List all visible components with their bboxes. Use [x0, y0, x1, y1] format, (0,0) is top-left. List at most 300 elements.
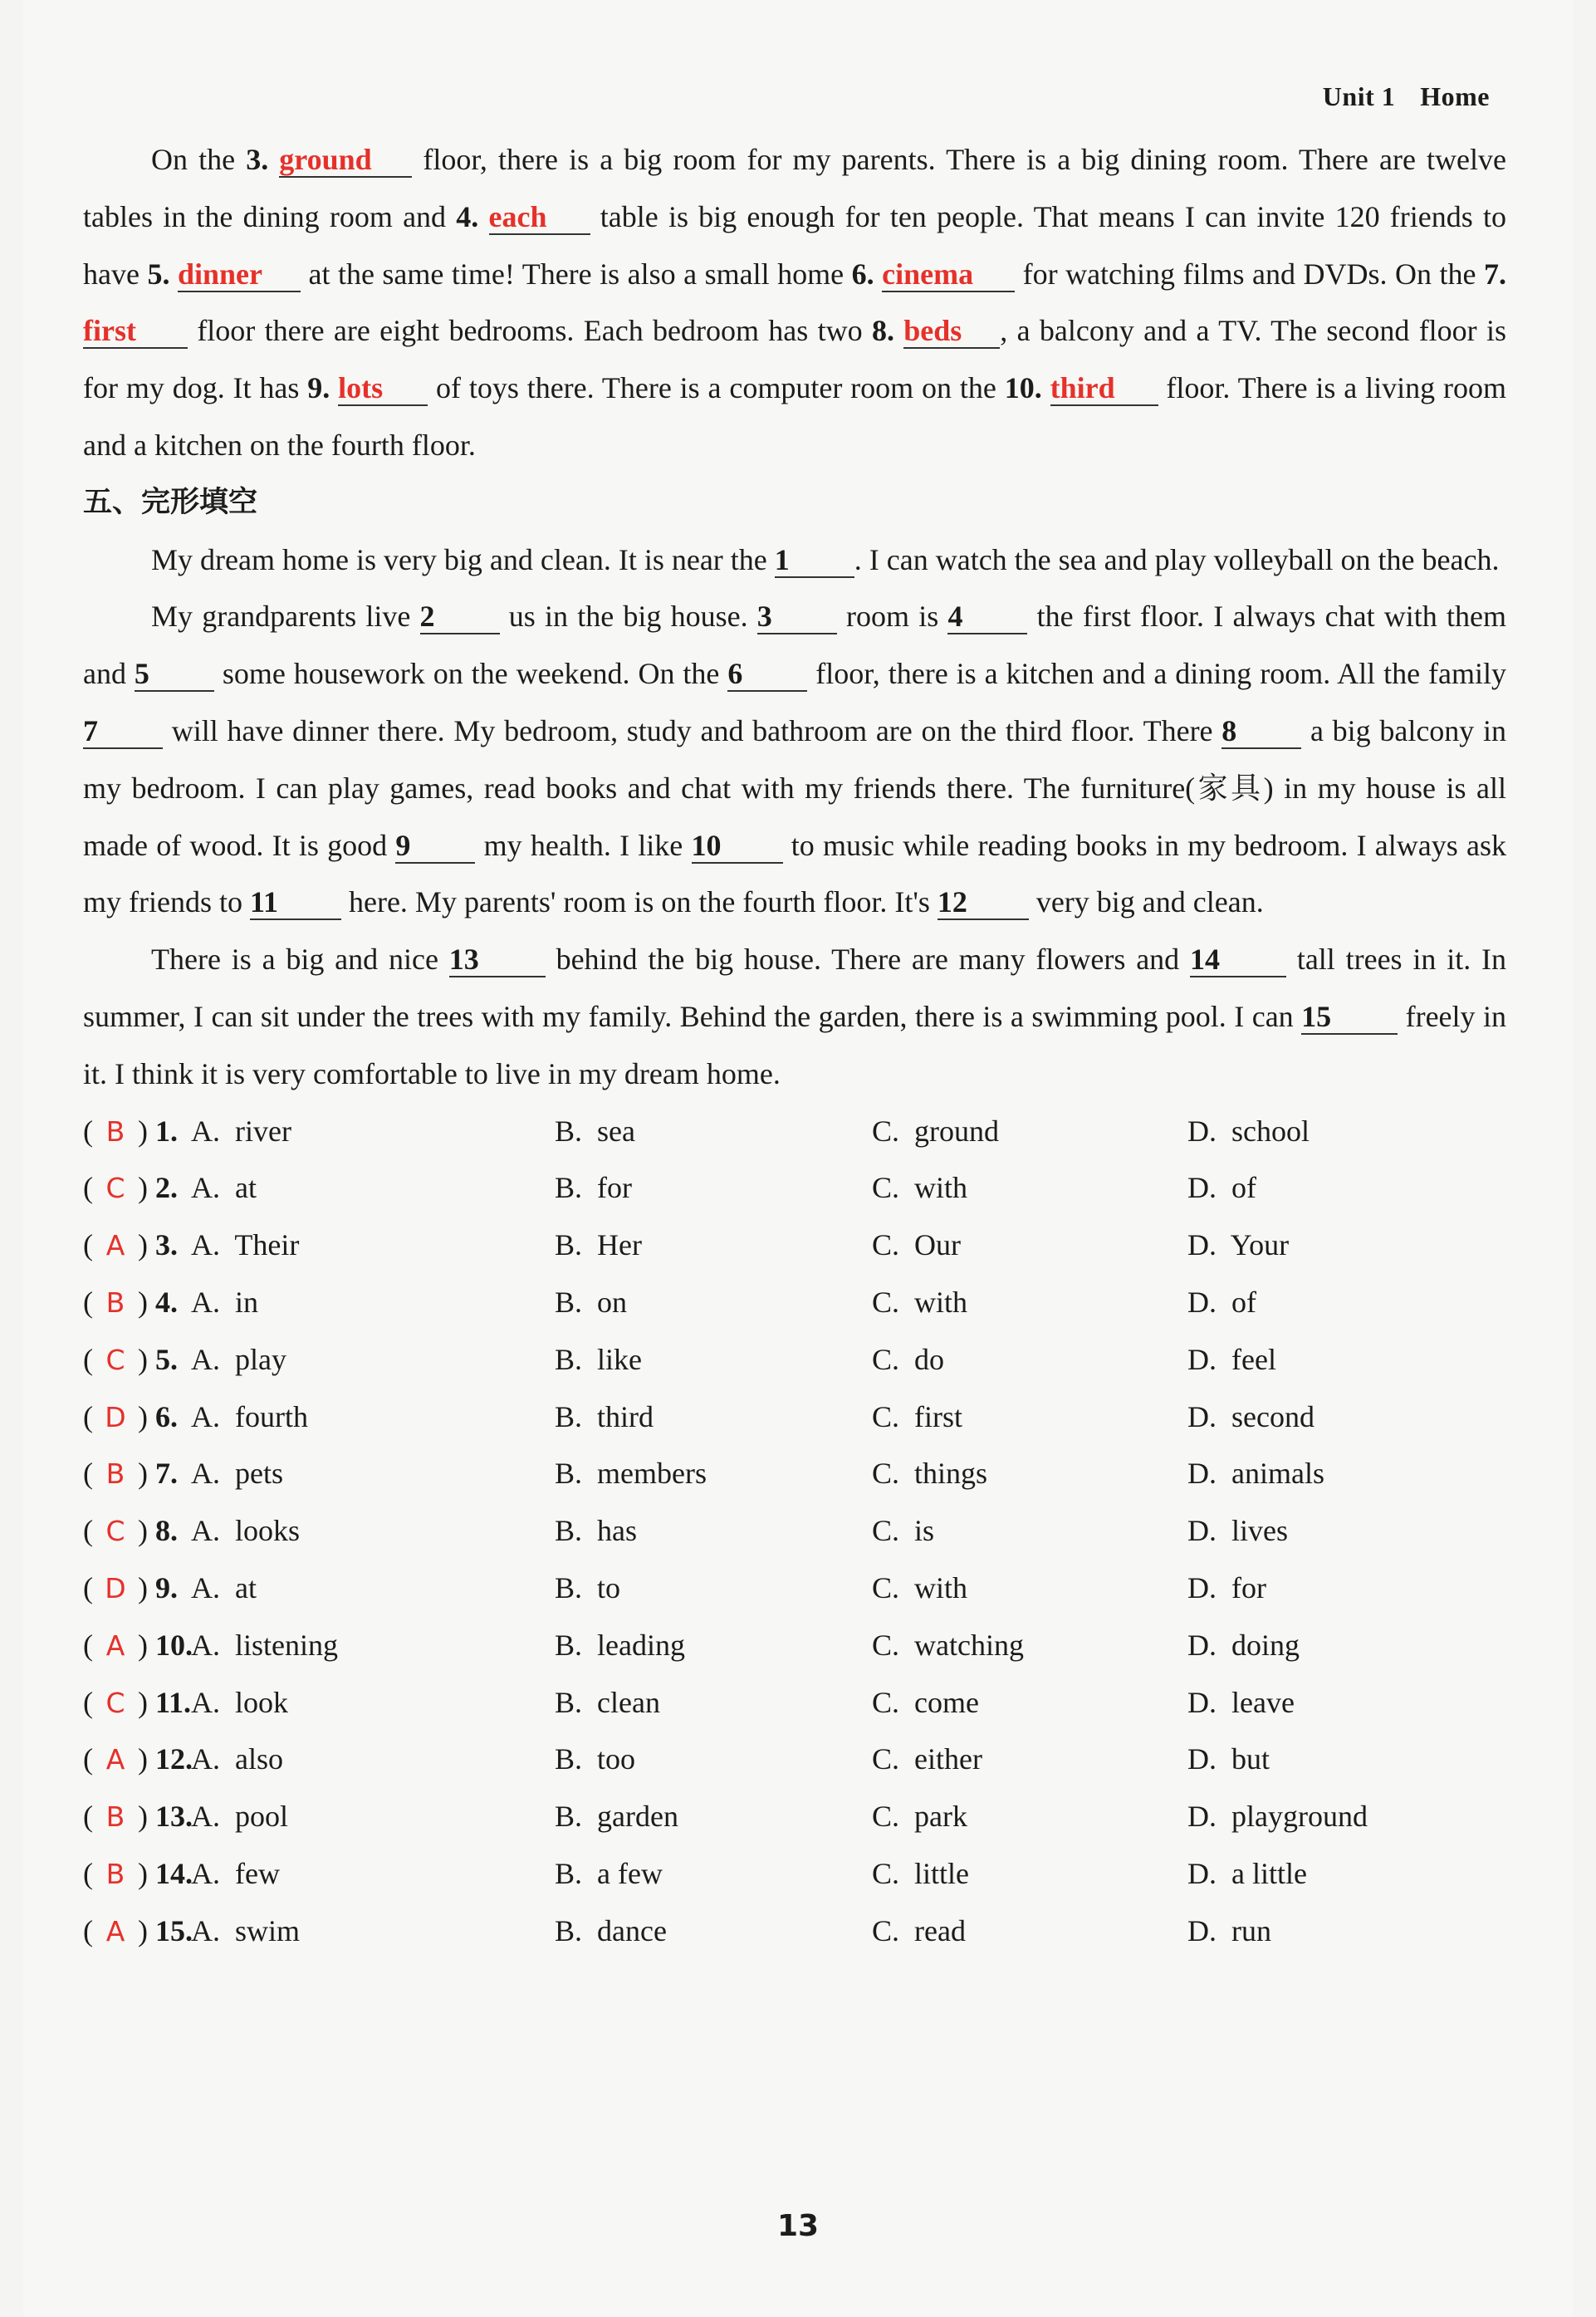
paren-close: ) — [138, 1171, 148, 1205]
option-c — [872, 1617, 1024, 1674]
option-text: members — [597, 1457, 707, 1491]
option-text: do — [914, 1342, 945, 1376]
filled-answer: beds — [903, 314, 962, 348]
selected-answer: A — [105, 1914, 125, 1947]
selected-answer: B — [105, 1286, 125, 1319]
blank-number: 11 — [249, 885, 278, 919]
question-number: 13. — [155, 1800, 193, 1834]
option-letter: D. — [1187, 1570, 1217, 1604]
option-text: leading — [597, 1628, 685, 1662]
paren-open: ( — [83, 1399, 93, 1433]
option-text: few — [235, 1856, 280, 1890]
paren-open: ( — [83, 1114, 93, 1148]
blank-number: 2 — [419, 600, 435, 634]
option-d — [1187, 1159, 1256, 1217]
answer-blank — [83, 314, 188, 349]
option-letter: A. — [191, 1685, 220, 1719]
option-letter: C. — [872, 1800, 900, 1834]
option-text: look — [235, 1685, 289, 1719]
text: at the same time! There is also a small home — [300, 257, 852, 291]
option-text: is — [914, 1514, 935, 1548]
option-letter: A. — [191, 1856, 220, 1890]
cloze-blank — [775, 543, 854, 578]
option-text: too — [597, 1742, 636, 1776]
paren-open: ( — [83, 1856, 93, 1890]
option-c — [872, 1560, 967, 1617]
option-letter: B. — [555, 1514, 583, 1548]
question-number: 6. — [851, 257, 874, 291]
option-letter: A. — [191, 1800, 220, 1834]
workbook-page — [23, 0, 1573, 2317]
text: my health. I like — [475, 828, 692, 862]
option-b — [555, 1731, 635, 1788]
cloze-blank — [250, 885, 341, 920]
question-number: 5. — [147, 257, 170, 291]
answer-blank — [882, 257, 1015, 292]
option-letter: D. — [1187, 1114, 1217, 1148]
answer-bracket — [83, 1103, 191, 1161]
paren-close: ) — [138, 1628, 148, 1662]
option-letter: A. — [191, 1913, 220, 1947]
option-b — [555, 1103, 635, 1160]
option-text: garden — [597, 1800, 678, 1834]
selected-answer: A — [105, 1629, 125, 1662]
paren-open: ( — [83, 1570, 93, 1604]
filled-answer: cinema — [882, 257, 974, 291]
option-letter: A. — [191, 1285, 220, 1319]
option-text: lives — [1231, 1514, 1288, 1548]
option-letter: C. — [872, 1171, 900, 1205]
option-text: with — [914, 1570, 968, 1604]
option-d — [1187, 1217, 1289, 1274]
option-letter: C. — [872, 1685, 900, 1719]
paren-close: ) — [138, 1457, 148, 1491]
option-letter: B. — [555, 1913, 583, 1947]
paren-open: ( — [83, 1457, 93, 1491]
selected-answer: A — [105, 1743, 125, 1776]
filled-answer: third — [1050, 371, 1115, 405]
option-a — [191, 1159, 257, 1217]
option-letter: D. — [1187, 1457, 1217, 1491]
option-b — [555, 1331, 642, 1389]
unit-title: Home — [1420, 81, 1490, 111]
option-letter: B. — [555, 1685, 583, 1719]
question-number: 8. — [871, 314, 894, 348]
text: for watching films and DVDs. On the — [1015, 257, 1484, 291]
option-d — [1187, 1845, 1307, 1903]
option-c — [872, 1217, 961, 1274]
text: table is big enough for ten people. That means I can invite 120 friends to have — [83, 199, 1506, 291]
option-letter: D. — [1187, 1342, 1217, 1376]
option-letter: B. — [555, 1457, 583, 1491]
answer-bracket — [83, 1788, 191, 1846]
text: a big balcony in my bedroom. I can play games, read books and chat with my friends there. The furniture(家具) in my house is all made of wood. It is good — [83, 713, 1506, 862]
cloze-blank — [449, 943, 546, 977]
answer-bracket — [83, 1903, 191, 1961]
option-text: school — [1231, 1114, 1310, 1148]
option-text: clean — [597, 1685, 660, 1719]
option-text: third — [597, 1399, 654, 1433]
paren-open: ( — [83, 1228, 93, 1262]
option-letter: D. — [1187, 1800, 1217, 1834]
question-row — [83, 1788, 1506, 1845]
option-text: watching — [914, 1628, 1024, 1662]
option-b — [555, 1389, 654, 1446]
option-text: doing — [1231, 1628, 1300, 1662]
filled-answer: lots — [338, 371, 384, 405]
cloze-blank — [135, 657, 214, 692]
option-c — [872, 1903, 966, 1960]
option-letter: A. — [191, 1228, 220, 1262]
option-a — [191, 1560, 257, 1617]
option-a — [191, 1445, 283, 1502]
blank-number: 3 — [756, 600, 772, 634]
option-text: read — [914, 1913, 966, 1947]
question-number: 3. — [155, 1228, 178, 1262]
option-b — [555, 1845, 663, 1903]
answer-bracket — [83, 1445, 191, 1503]
paren-close: ) — [138, 1913, 148, 1947]
cloze-blank — [692, 829, 783, 864]
option-text: pets — [235, 1457, 283, 1491]
option-a — [191, 1103, 291, 1160]
selected-answer: A — [105, 1229, 125, 1262]
paren-close: ) — [138, 1514, 148, 1548]
option-text: to — [597, 1570, 621, 1604]
option-letter: A. — [191, 1457, 220, 1491]
option-letter: C. — [872, 1285, 900, 1319]
answer-bracket — [83, 1217, 191, 1275]
answer-bracket — [83, 1674, 191, 1732]
option-letter: C. — [872, 1342, 900, 1376]
option-text: on — [597, 1285, 628, 1319]
answer-blank — [489, 200, 590, 235]
option-b — [555, 1617, 685, 1674]
option-letter: A. — [191, 1628, 220, 1662]
option-a — [191, 1731, 283, 1788]
option-d — [1187, 1560, 1266, 1617]
option-letter: C. — [872, 1514, 900, 1548]
option-letter: C. — [872, 1228, 900, 1262]
option-b — [555, 1560, 620, 1617]
option-letter: B. — [555, 1285, 583, 1319]
selected-answer: B — [105, 1457, 125, 1491]
option-text: dance — [597, 1913, 667, 1947]
option-letter: B. — [555, 1342, 583, 1376]
option-d — [1187, 1903, 1271, 1960]
paren-open: ( — [83, 1342, 93, 1376]
text: My grandparents live — [151, 600, 420, 634]
option-text: either — [914, 1742, 982, 1776]
option-c — [872, 1788, 967, 1845]
option-letter: B. — [555, 1856, 583, 1890]
option-letter: D. — [1187, 1171, 1217, 1205]
option-c — [872, 1274, 967, 1331]
question-row — [83, 1502, 1506, 1560]
blank-number: 6 — [727, 657, 743, 691]
option-letter: A. — [191, 1171, 220, 1205]
option-text: feel — [1231, 1342, 1276, 1376]
option-text: river — [235, 1114, 291, 1148]
option-b — [555, 1674, 660, 1732]
option-letter: B. — [555, 1742, 583, 1776]
option-d — [1187, 1445, 1324, 1502]
option-letter: D. — [1187, 1742, 1217, 1776]
text: floor, there is a kitchen and a dining room. All the family — [807, 657, 1506, 691]
paren-close: ) — [138, 1856, 148, 1890]
answer-bracket — [83, 1845, 191, 1903]
option-d — [1187, 1731, 1270, 1788]
option-text: with — [914, 1171, 968, 1205]
page-number: 13 — [776, 2209, 820, 2243]
text: to music while reading books in my bedroom. I always ask my friends to — [83, 828, 1507, 919]
unit-header — [1323, 81, 1490, 112]
option-text: has — [597, 1514, 638, 1548]
question-row — [83, 1389, 1506, 1446]
option-d — [1187, 1389, 1314, 1446]
option-a — [191, 1331, 286, 1389]
question-row — [83, 1445, 1506, 1502]
option-text: ground — [914, 1114, 1000, 1148]
blank-number: 1 — [774, 542, 790, 576]
paren-open: ( — [83, 1171, 93, 1205]
blank-number: 5 — [134, 657, 149, 691]
option-letter: D. — [1187, 1913, 1217, 1947]
option-letter: D. — [1187, 1628, 1217, 1662]
option-letter: D. — [1187, 1685, 1217, 1719]
option-letter: C. — [872, 1742, 900, 1776]
reading-paragraph — [83, 131, 1506, 474]
option-c — [872, 1845, 969, 1903]
paren-close: ) — [138, 1342, 148, 1376]
question-row — [83, 1159, 1506, 1217]
text: some housework on the weekend. On the — [213, 657, 728, 691]
option-text: play — [235, 1342, 286, 1376]
text: room is — [836, 600, 948, 634]
option-letter: C. — [872, 1570, 900, 1604]
selected-answer: C — [105, 1343, 125, 1376]
selected-answer: B — [105, 1857, 125, 1890]
blank-number: 15 — [1301, 999, 1332, 1033]
option-text: at — [235, 1570, 257, 1604]
question-number: 10. — [155, 1628, 193, 1662]
answer-blank — [338, 371, 428, 406]
option-text: playground — [1231, 1800, 1368, 1834]
answer-blank — [279, 143, 412, 178]
option-text: for — [1231, 1570, 1266, 1604]
option-a — [191, 1845, 280, 1903]
option-b — [555, 1502, 637, 1560]
option-letter: D. — [1187, 1514, 1217, 1548]
option-letter: B. — [555, 1171, 583, 1205]
option-b — [555, 1445, 707, 1502]
option-text: fourth — [235, 1399, 308, 1433]
option-text: Her — [597, 1228, 642, 1262]
option-letter: A. — [191, 1114, 220, 1148]
option-letter: C. — [872, 1856, 900, 1890]
paren-open: ( — [83, 1913, 93, 1947]
filled-answer: dinner — [177, 257, 262, 291]
option-a — [191, 1502, 300, 1560]
question-number: 9. — [155, 1570, 178, 1604]
option-d — [1187, 1617, 1300, 1674]
question-number: 4. — [456, 199, 479, 233]
option-c — [872, 1331, 944, 1389]
cloze-paragraph — [83, 931, 1506, 1102]
option-letter: C. — [872, 1114, 900, 1148]
page-content — [83, 131, 1506, 1960]
question-row — [83, 1617, 1506, 1674]
paren-open: ( — [83, 1514, 93, 1548]
question-number: 6. — [155, 1399, 178, 1433]
option-text: leave — [1231, 1685, 1295, 1719]
option-letter: C. — [872, 1457, 900, 1491]
question-row — [83, 1731, 1506, 1788]
paren-close: ) — [138, 1685, 148, 1719]
option-text: Their — [234, 1228, 300, 1262]
text: On the — [151, 143, 247, 176]
blank-number: 12 — [937, 885, 967, 919]
text: , a balcony and a TV. The second floor is for my dog. It has — [83, 314, 1507, 405]
blank-number: 8 — [1221, 713, 1237, 747]
selected-answer: D — [105, 1400, 126, 1433]
option-letter: C. — [872, 1399, 900, 1433]
option-text: come — [914, 1685, 979, 1719]
question-number: 8. — [155, 1514, 178, 1548]
option-text: second — [1231, 1399, 1314, 1433]
paren-close: ) — [138, 1285, 148, 1319]
question-number: 7. — [155, 1457, 178, 1491]
paren-open: ( — [83, 1285, 93, 1319]
cloze-blank — [947, 600, 1027, 634]
question-number: 9. — [307, 371, 330, 405]
paren-close: ) — [138, 1399, 148, 1433]
option-letter: C. — [872, 1628, 900, 1662]
option-c — [872, 1502, 934, 1560]
option-text: park — [914, 1800, 967, 1834]
option-text: a few — [597, 1856, 663, 1890]
option-letter: B. — [555, 1570, 583, 1604]
question-row — [83, 1217, 1506, 1274]
option-letter: A. — [191, 1570, 220, 1604]
question-number: 11. — [155, 1685, 192, 1719]
paren-open: ( — [83, 1742, 93, 1776]
text: the first floor. I always chat with them and — [83, 600, 1506, 691]
option-text: animals — [1231, 1457, 1324, 1491]
paren-close: ) — [138, 1228, 148, 1262]
option-letter: A. — [191, 1342, 220, 1376]
option-b — [555, 1903, 667, 1960]
option-text: pool — [235, 1800, 289, 1834]
question-row — [83, 1845, 1506, 1903]
option-a — [191, 1274, 258, 1331]
option-text: but — [1231, 1742, 1270, 1776]
option-text: in — [235, 1285, 259, 1319]
blank-number: 13 — [448, 943, 479, 977]
question-row — [83, 1560, 1506, 1617]
option-text: also — [235, 1742, 283, 1776]
paren-close: ) — [138, 1742, 148, 1776]
answer-blank — [1050, 371, 1158, 406]
cloze-blank — [757, 600, 837, 634]
blank-number: 10 — [691, 828, 722, 862]
text: here. My parents' room is on the fourth floor. It's — [340, 885, 938, 919]
paren-close: ) — [138, 1570, 148, 1604]
text: will have dinner there. My bedroom, study and bathroom are on the third floor. There — [163, 713, 1222, 747]
text: of toys there. There is a computer room on the — [428, 371, 1005, 405]
option-a — [191, 1217, 299, 1274]
option-text: run — [1231, 1913, 1271, 1947]
option-text: at — [235, 1171, 257, 1205]
blank-number: 7 — [83, 713, 98, 747]
answer-bracket — [83, 1731, 191, 1789]
question-number: 10. — [1004, 371, 1042, 405]
option-text: looks — [235, 1514, 301, 1548]
text: tall trees in it. In summer, I can sit under the trees with my family. Behind the garden, there is a swimming pool. I can — [83, 943, 1507, 1033]
cloze-blank — [1221, 714, 1301, 749]
option-b — [555, 1274, 627, 1331]
text: My dream home is very big and clean. It is near the — [151, 542, 775, 576]
paren-close: ) — [138, 1114, 148, 1148]
option-a — [191, 1903, 300, 1960]
option-c — [872, 1445, 987, 1502]
question-number: 3. — [246, 143, 269, 176]
answer-bracket — [83, 1274, 191, 1332]
text: There is a big and nice — [151, 943, 449, 977]
option-text: little — [914, 1856, 970, 1890]
blank-number: 4 — [947, 600, 963, 634]
selected-answer: C — [105, 1172, 125, 1205]
question-row — [83, 1674, 1506, 1732]
cloze-blank — [938, 885, 1029, 920]
option-text: of — [1231, 1285, 1256, 1319]
text: floor there are eight bedrooms. Each bedroom has two — [188, 314, 872, 348]
option-text: Your — [1230, 1228, 1290, 1262]
option-text: sea — [597, 1114, 635, 1148]
option-c — [872, 1674, 979, 1732]
option-text: first — [914, 1399, 963, 1433]
cloze-blank — [1301, 1000, 1398, 1035]
cloze-blank — [395, 829, 475, 864]
text: freely in it. I think it is very comfortable to live in my dream home. — [83, 999, 1507, 1090]
option-d — [1187, 1103, 1310, 1160]
question-row — [83, 1274, 1506, 1331]
paren-open: ( — [83, 1685, 93, 1719]
option-a — [191, 1617, 338, 1674]
question-number: 7. — [1484, 257, 1506, 291]
option-letter: D. — [1187, 1399, 1217, 1433]
paren-open: ( — [83, 1628, 93, 1662]
option-a — [191, 1788, 288, 1845]
option-letter: B. — [555, 1228, 583, 1262]
option-b — [555, 1159, 632, 1217]
answer-bracket — [83, 1560, 191, 1618]
option-c — [872, 1103, 999, 1160]
answer-bracket — [83, 1617, 191, 1675]
text: us in the big house. — [499, 600, 757, 634]
option-letter: D. — [1187, 1228, 1217, 1262]
filled-answer: ground — [279, 143, 372, 176]
option-letter: C. — [872, 1913, 900, 1947]
option-letter: D. — [1187, 1285, 1217, 1319]
paren-open: ( — [83, 1800, 93, 1834]
question-number: 2. — [155, 1171, 178, 1205]
paren-close: ) — [138, 1800, 148, 1834]
option-letter: D. — [1187, 1856, 1217, 1890]
cloze-paragraph — [83, 531, 1506, 589]
text: floor. There is a living room and a kitchen on the fourth floor. — [83, 371, 1506, 462]
option-letter: B. — [555, 1114, 583, 1148]
